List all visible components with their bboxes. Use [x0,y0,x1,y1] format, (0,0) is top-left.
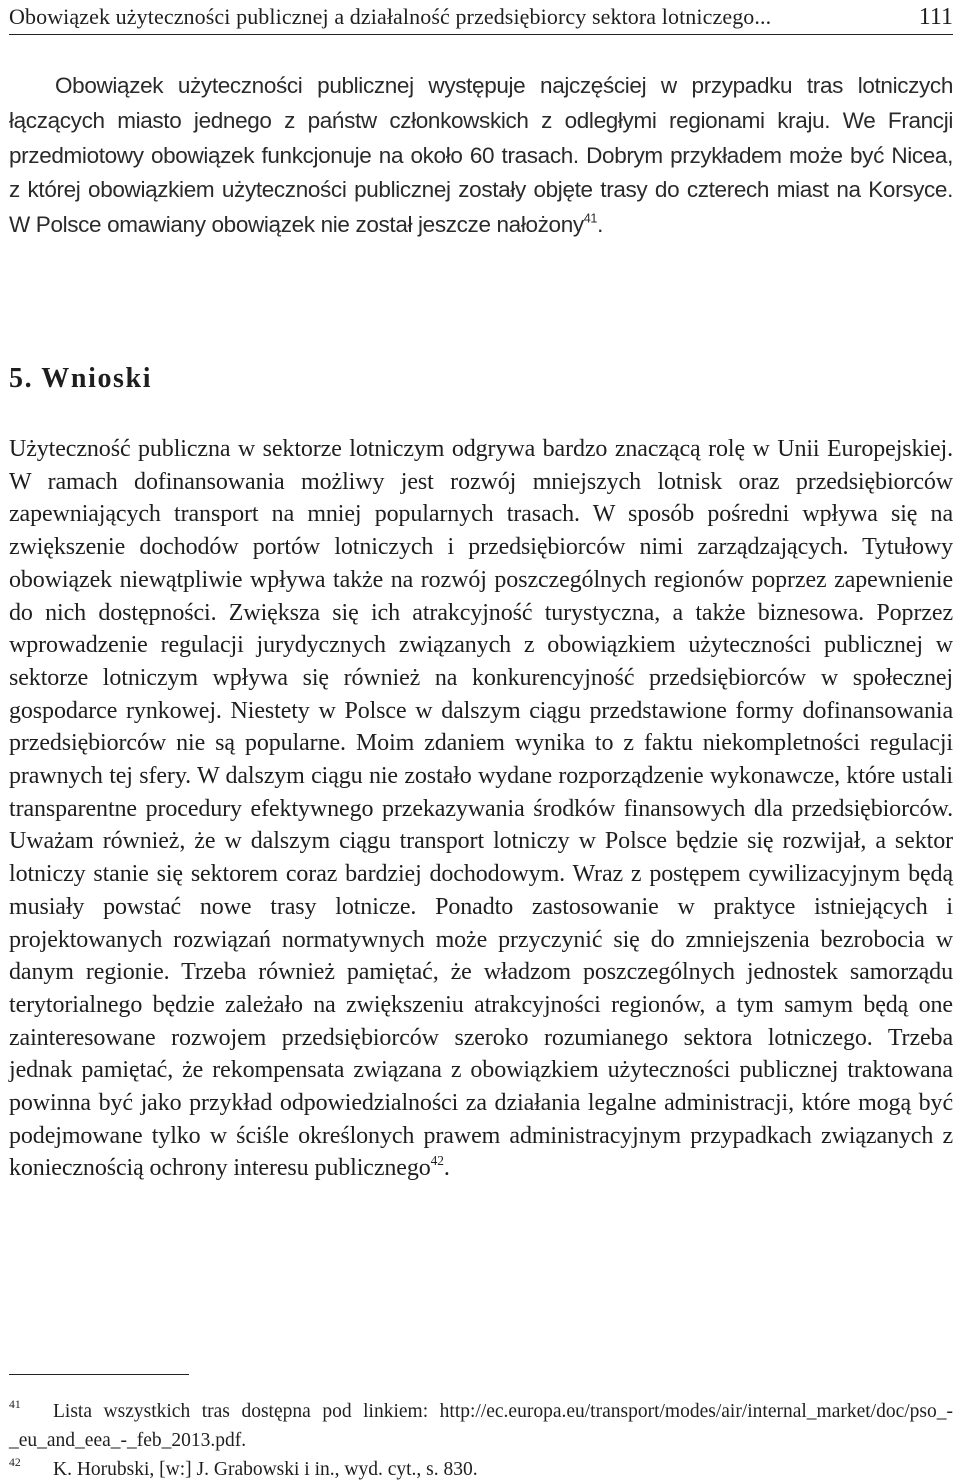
conclusion-paragraph-end: . [443,1155,450,1182]
footnote-41: 41 Lista wszystkich tras dostępna pod linkiem: http://ec.europa.eu/transport/modes/air/internal_market/doc/pso_-_eu_and_eea_-_feb_2013.pdf. [9,1397,953,1451]
conclusion-paragraph [9,433,953,1185]
footnote-text: Lista wszystkich tras dostępna pod linkiem: http://ec.europa.eu/transport/modes/air/internal_market/doc/pso_-_eu_and_eea_-_feb_2013.pdf. [9,1401,953,1451]
intro-paragraph-end: . [597,212,603,238]
page-number: 111 [918,4,953,30]
intro-paragraph-text: Obowiązek użyteczności publicznej występuje najczęściej w przypadku tras lotniczych łączących miasto jednego z państw członkowskich z odległymi regionami kraju. We Francji przedmiotowy obowiązek funkcjonuje na około 60 trasach. Dobrym przykładem może być Nicea, z której obowiązkiem użyteczności publicznej zostały objęte trasy do czterech miast na Korsyce. W Polsce omawiany obowiązek nie został jeszcze nałożony [9,73,953,238]
intro-paragraph [9,69,953,243]
footnote-text: K. Horubski, [w:] J. Grabowski i in., wyd. cyt., s. 830. [53,1459,478,1480]
running-header [9,2,953,35]
section-heading: 5. Wnioski [9,363,153,394]
conclusion-paragraph-text: Użyteczność publiczna w sektorze lotniczym odgrywa bardzo znaczącą rolę w Unii Europejskiej. W ramach dofinansowania możliwy jest rozwój mniejszych lotnisk oraz przedsiębiorców zapewniających transport na mniej popularnych trasach. W sposób pośredni wpływa się na zwiększenie dochodów portów lotniczych i przedsiębiorców nimi zarządzających. Tytułowy obowiązek niewątpliwie wpływa także na rozwój poszczególnych regionów poprzez zapewnienie do nich dostępności. Zwiększa się ich atrakcyjność turystyczna, a także biznesowa. Poprzez wprowadzenie regulacji jurydycznych związanych z obowiązkiem użyteczności publicznej w sektorze lotniczym wpływa się również na konkurencyjność przedsiębiorców w społecznej gospodarce rynkowej. Niestety w Polsce w dalszym ciągu przedstawione formy dofinansowania przedsiębiorców nie są popularne. Moim zdaniem wynika to z faktu niekompletności regulacji prawnych tej sfery. W dalszym ciągu nie zostało wydane rozporządzenie wykonawcze, które ustali transparentne procedury efektywnego przekazywania środków finansowych dla przedsiębiorców. Uważam również, że w dalszym ciągu transport lotniczy w Polsce będzie się rozwijał, a sektor lotniczy stanie się sektorem coraz bardziej dochodowym. Wraz z postępem cywilizacyjnym będą musiały powstać nowe trasy lotnicze. Ponadto zastosowanie w praktyce istniejących i projektowanych rozwiązań normatywnych może przyczynić się do zmniejszenia bezrobocia w danym regionie. Trzeba również pamiętać, że władzom poszczególnych jednostek samorządu terytorialnego będzie zależało na zwiększeniu atrakcyjności regionów, a tym samym będą one zainteresowane rozwojem przedsiębiorców szeroko rozumianego sektora lotniczego. Trzeba jednak pamiętać, że rekompensata związana z obowiązkiem użyteczności publicznej traktowana powinna być jako przykład odpowiedzialności za działania legalne administracji, które mogą być podejmowane tylko w ściśle określonych prawem administracyjnym przypadkach związanych z koniecznością ochrony interesu publicznego [9,436,953,1182]
footnote-reference-42: 42 [430,1153,444,1169]
running-title: Obowiązek użyteczności publicznej a działalność przedsiębiorcy sektora lotniczego... [9,4,772,29]
footnote-reference-41: 41 [583,211,598,226]
footnote-42: 42 K. Horubski, [w:] J. Grabowski i in., wyd. cyt., s. 830. [9,1455,478,1480]
footnote-separator [9,1374,189,1375]
footnotes [9,1397,953,1484]
